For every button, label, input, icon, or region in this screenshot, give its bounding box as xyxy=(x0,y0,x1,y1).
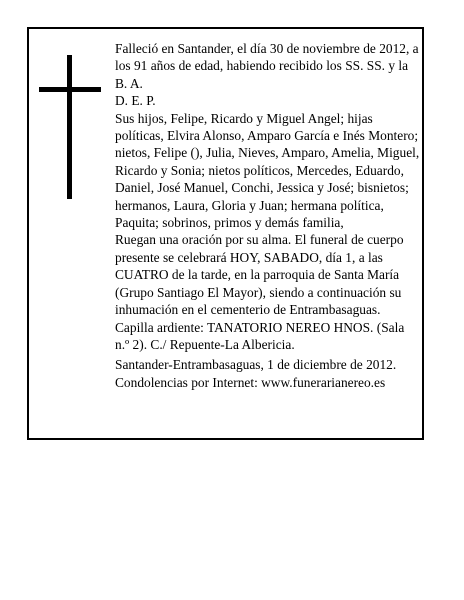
online-condolences: Condolencias por Internet: www.funerarianereo.es xyxy=(115,374,386,390)
place-and-date: Santander-Entrambasaguas, 1 de diciembre de 2012. xyxy=(115,357,397,373)
family-list: Sus hijos, Felipe, Ricardo y Miguel Angel; hijas políticas, Elvira Alonso, Amparo García e Inés Montero; nietos, Felipe (), Julia, Nieves, Amparo, Amelia, Miguel, Ricardo y Sonia; nietos políticos, Mercedes, Eduardo, Daniel, José Manuel, Conchi, Jessica y José; bisnietos; hermanos, Laura, Gloria y Juan; hermana política, Paquita; sobrinos, primos y demás familia, xyxy=(115,110,420,231)
cross-vertical-bar xyxy=(67,55,72,199)
notice-text xyxy=(115,40,421,391)
obituary-notice xyxy=(27,27,424,440)
latin-cross-icon xyxy=(39,55,101,199)
rest-in-peace: D. E. P. xyxy=(115,93,156,109)
death-announcement: Falleció en Santander, el día 30 de noviembre de 2012, a los 91 años de edad, habiendo recibido los SS. SS. y la B. A. xyxy=(115,41,419,91)
cross-horizontal-bar xyxy=(39,87,101,92)
funeral-details: Ruegan una oración por su alma. El funeral de cuerpo presente se celebrará HOY, SABADO, día 1, a las CUATRO de la tarde, en la parroquia de Santa María (Grupo Santiago El Mayor), siendo a continuación su inhumación en el cementerio de Entrambasaguas. xyxy=(115,232,404,318)
wake-location: Capilla ardiente: TANATORIO NEREO HNOS. (Sala n.º 2). C./ Repuente-La Albericia. xyxy=(115,319,405,352)
